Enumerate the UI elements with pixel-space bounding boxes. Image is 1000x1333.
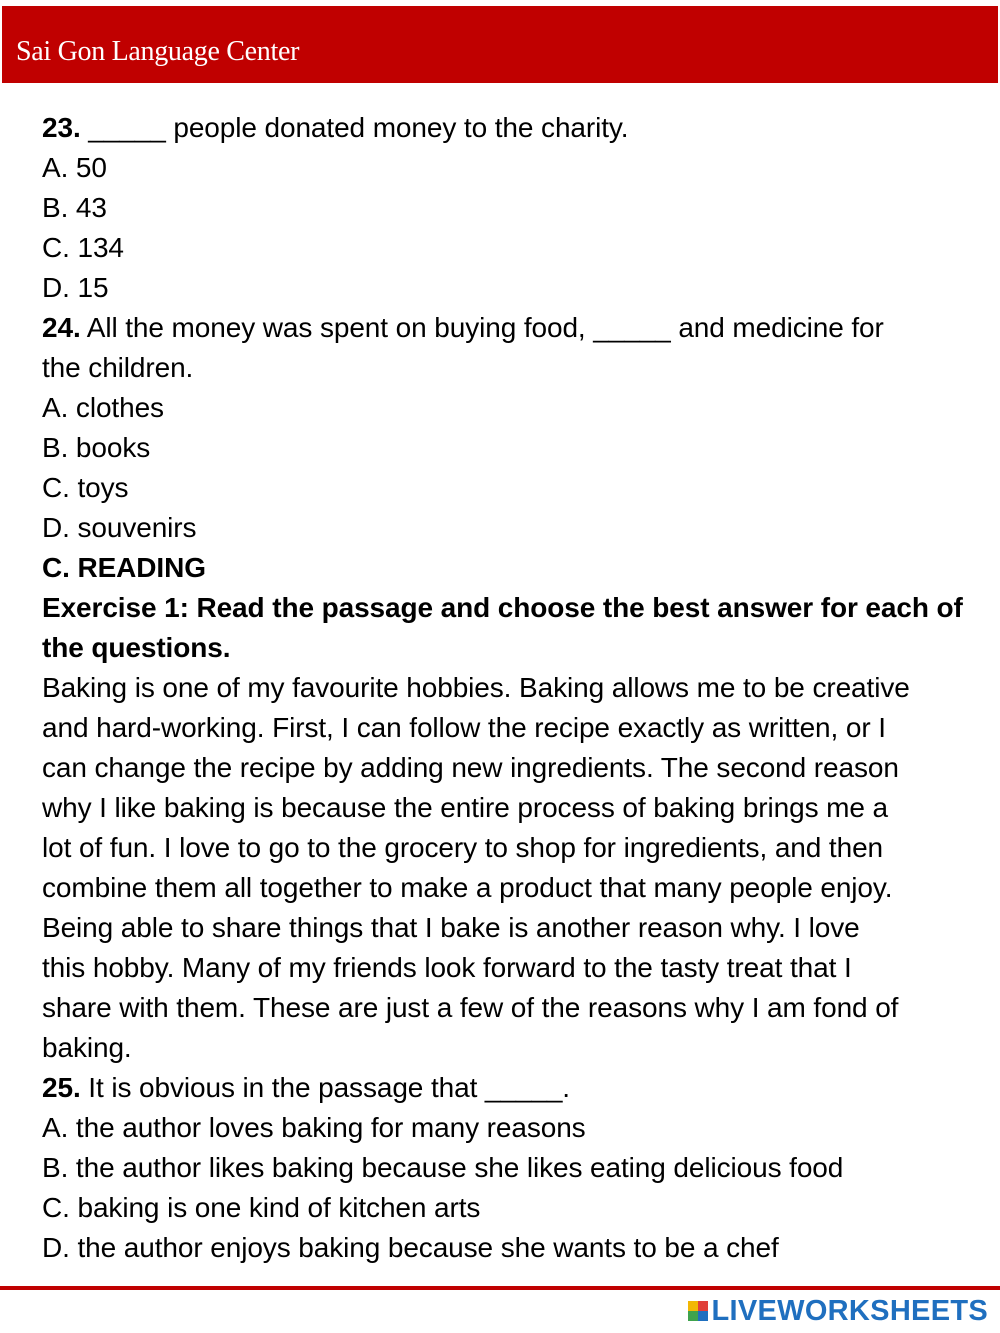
question-number: 25. [42,1072,81,1103]
passage-line: and hard-working. First, I can follow the recipe exactly as written, or I [42,712,886,743]
liveworksheets-logo [688,1295,989,1327]
exercise-instruction: Exercise 1: Read the passage and choose the best answer for each of [42,592,963,623]
option-c[interactable]: C. 134 [42,232,124,263]
question-25-stem [42,1068,994,1108]
option-d[interactable]: D. the author enjoys baking because she wants to be a chef [42,1232,779,1263]
footer-divider [0,1286,1000,1290]
passage-line: why I like baking is because the entire process of baking brings me a [42,792,889,823]
section-title: C. READING [42,552,206,583]
passage-line: combine them all together to make a product that many people enjoy. [42,872,893,903]
option-a[interactable]: A. clothes [42,392,164,423]
passage-line: lot of fun. I love to go to the grocery to shop for ingredients, and then [42,832,884,863]
question-text: It is obvious in the passage that _____. [80,1072,570,1103]
question-number: 23. [42,112,81,143]
liveworksheets-logo-text: LIVEWORKSHEETS [711,1294,988,1327]
exercise-instruction-cont: the questions. [42,632,231,663]
passage-line: can change the recipe by adding new ingredients. The second reason [42,752,899,783]
passage-line: Being able to share things that I bake is another reason why. I love [42,912,860,943]
question-24-stem [42,308,994,348]
question-text: All the money was spent on buying food, _____ and medicine for [80,312,884,343]
option-c[interactable]: C. baking is one kind of kitchen arts [42,1192,481,1223]
worksheet-content [42,108,994,1268]
passage-line: share with them. These are just a few of the reasons why I am fond of [42,992,899,1023]
header-title: Sai Gon Language Center [16,36,300,67]
option-b[interactable]: B. books [42,432,151,463]
option-c[interactable]: C. toys [42,472,129,503]
question-23-stem [42,108,994,148]
question-text: _____ people donated money to the charity. [80,112,629,143]
passage-line: Baking is one of my favourite hobbies. Baking allows me to be creative [42,672,910,703]
header-bar [2,6,998,83]
option-a[interactable]: A. the author loves baking for many reasons [42,1112,586,1143]
question-24-stem-cont: the children. [42,352,194,383]
question-number: 24. [42,312,81,343]
liveworksheets-logo-icon [688,1301,708,1321]
option-b[interactable]: B. 43 [42,192,107,223]
passage-line: baking. [42,1032,132,1063]
option-b[interactable]: B. the author likes baking because she likes eating delicious food [42,1152,844,1183]
option-d[interactable]: D. 15 [42,272,109,303]
option-d[interactable]: D. souvenirs [42,512,197,543]
passage-line: this hobby. Many of my friends look forward to the tasty treat that I [42,952,852,983]
option-a[interactable]: A. 50 [42,152,107,183]
